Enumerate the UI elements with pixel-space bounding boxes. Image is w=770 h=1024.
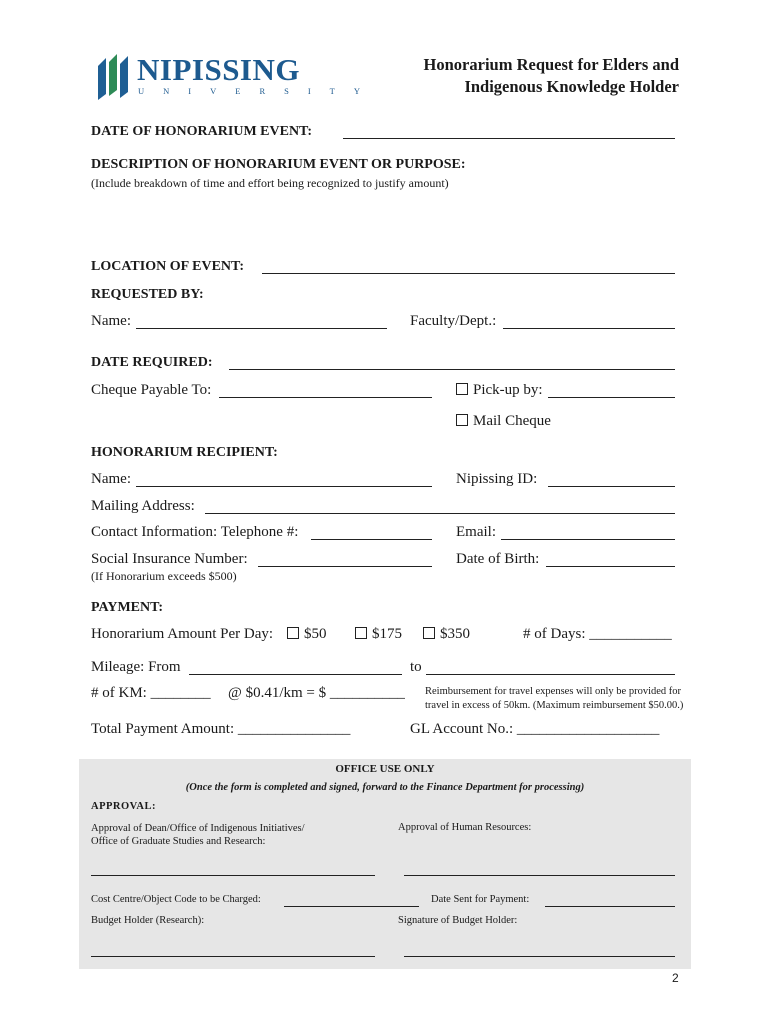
form-title (424, 54, 679, 98)
cheque-payable-label: Cheque Payable To: (91, 382, 212, 398)
amount-175-label: $175 (372, 626, 402, 642)
amount-option-350[interactable] (423, 626, 470, 643)
event-date-field[interactable] (343, 138, 675, 139)
mileage-from-label: Mileage: From (91, 659, 181, 675)
cost-centre-label: Cost Centre/Object Code to be Charged: (91, 894, 261, 905)
hr-signature-line[interactable] (404, 875, 675, 876)
dob-field[interactable] (546, 566, 675, 567)
amount-option-175[interactable] (355, 626, 402, 643)
amount-350-label: $350 (440, 626, 470, 642)
form-title-line2: Indigenous Knowledge Holder (464, 77, 679, 96)
date-required-label: DATE REQUIRED: (91, 355, 213, 370)
requester-name-label: Name: (91, 313, 131, 329)
recipient-name-label: Name: (91, 471, 131, 487)
mailing-address-field[interactable] (205, 513, 675, 514)
university-logo (96, 52, 379, 104)
pickup-label: Pick-up by: (473, 382, 543, 398)
pickup-checkbox[interactable] (456, 383, 468, 395)
telephone-field[interactable] (311, 539, 432, 540)
office-use-note: (Once the form is completed and signed, forward to the Finance Department for processing) (185, 782, 585, 793)
mail-cheque-option[interactable] (456, 413, 551, 430)
amount-350-checkbox[interactable] (423, 627, 435, 639)
location-field[interactable] (262, 273, 675, 274)
event-date-label: DATE OF HONORARIUM EVENT: (91, 124, 313, 139)
requester-name-field[interactable] (136, 328, 387, 329)
description-label: DESCRIPTION OF HONORARIUM EVENT OR PURPOSE: (91, 157, 466, 172)
payment-heading: PAYMENT: (91, 600, 164, 615)
amount-per-day-label: Honorarium Amount Per Day: (91, 626, 274, 642)
reimbursement-note (425, 685, 683, 713)
sin-field[interactable] (258, 566, 432, 567)
description-field[interactable] (91, 195, 675, 253)
mail-cheque-checkbox[interactable] (456, 414, 468, 426)
faculty-label: Faculty/Dept.: (410, 313, 497, 329)
amount-option-50[interactable] (287, 626, 327, 643)
recipient-name-field[interactable] (136, 486, 432, 487)
faculty-field[interactable] (503, 328, 675, 329)
logo-mark-icon (96, 54, 134, 100)
reimbursement-note-line2: travel in excess of 50km. (Maximum reimbursement $50.00.) (425, 700, 684, 711)
budget-holder-line[interactable] (91, 956, 375, 957)
mileage-to-label: to (410, 659, 422, 675)
dean-approval-line2: Office of Graduate Studies and Research: (91, 836, 266, 847)
hr-approval-label: Approval of Human Resources: (398, 822, 532, 833)
date-required-field[interactable] (229, 369, 675, 370)
email-label: Email: (456, 524, 496, 540)
amount-50-checkbox[interactable] (287, 627, 299, 639)
dean-signature-line[interactable] (91, 875, 375, 876)
dean-approval-line1: Approval of Dean/Office of Indigenous Initiatives/ (91, 823, 305, 834)
date-sent-field[interactable] (545, 906, 675, 907)
budget-holder-label: Budget Holder (Research): (91, 915, 205, 926)
office-use-heading: OFFICE USE ONLY (335, 763, 435, 775)
description-note: (Include breakdown of time and effort being recognized to justify amount) (91, 176, 449, 190)
mileage-to-field[interactable] (426, 674, 675, 675)
pickup-option[interactable] (456, 382, 543, 399)
email-field[interactable] (501, 539, 675, 540)
total-payment-field[interactable]: Total Payment Amount: _______________ (91, 721, 351, 737)
mileage-rate-field[interactable]: @ $0.41/km = $ __________ (228, 685, 405, 701)
nipissing-id-field[interactable] (548, 486, 675, 487)
nipissing-id-label: Nipissing ID: (456, 471, 538, 487)
reimbursement-note-line1: Reimbursement for travel expenses will only be provided for (425, 686, 682, 697)
mail-cheque-label: Mail Cheque (473, 413, 551, 429)
form-title-line1: Honorarium Request for Elders and (423, 55, 679, 74)
recipient-heading: HONORARIUM RECIPIENT: (91, 445, 278, 460)
dean-approval-label (91, 822, 305, 848)
logo-name: NIPISSING (137, 52, 300, 87)
km-field[interactable]: # of KM: ________ (91, 685, 211, 701)
logo-subtitle: UNIVERSITY (138, 86, 379, 96)
mailing-address-label: Mailing Address: (91, 498, 195, 514)
page-number: 2 (672, 971, 679, 985)
telephone-label: Contact Information: Telephone #: (91, 524, 299, 540)
amount-175-checkbox[interactable] (355, 627, 367, 639)
budget-signature-line[interactable] (404, 956, 675, 957)
gl-account-field[interactable]: GL Account No.: ___________________ (410, 721, 660, 737)
budget-signature-label: Signature of Budget Holder: (398, 915, 518, 926)
days-field[interactable]: # of Days: ___________ (523, 626, 672, 642)
sin-note: (If Honorarium exceeds $500) (91, 569, 237, 583)
dob-label: Date of Birth: (456, 551, 540, 567)
approval-heading: APPROVAL: (91, 801, 156, 812)
mileage-from-field[interactable] (189, 674, 402, 675)
cheque-payable-field[interactable] (219, 397, 432, 398)
office-use-section (79, 759, 691, 969)
pickup-field[interactable] (548, 397, 675, 398)
date-sent-label: Date Sent for Payment: (431, 894, 530, 905)
sin-label: Social Insurance Number: (91, 551, 248, 567)
location-label: LOCATION OF EVENT: (91, 259, 244, 274)
requested-by-heading: REQUESTED BY: (91, 287, 204, 302)
amount-50-label: $50 (304, 626, 327, 642)
cost-centre-field[interactable] (284, 906, 419, 907)
